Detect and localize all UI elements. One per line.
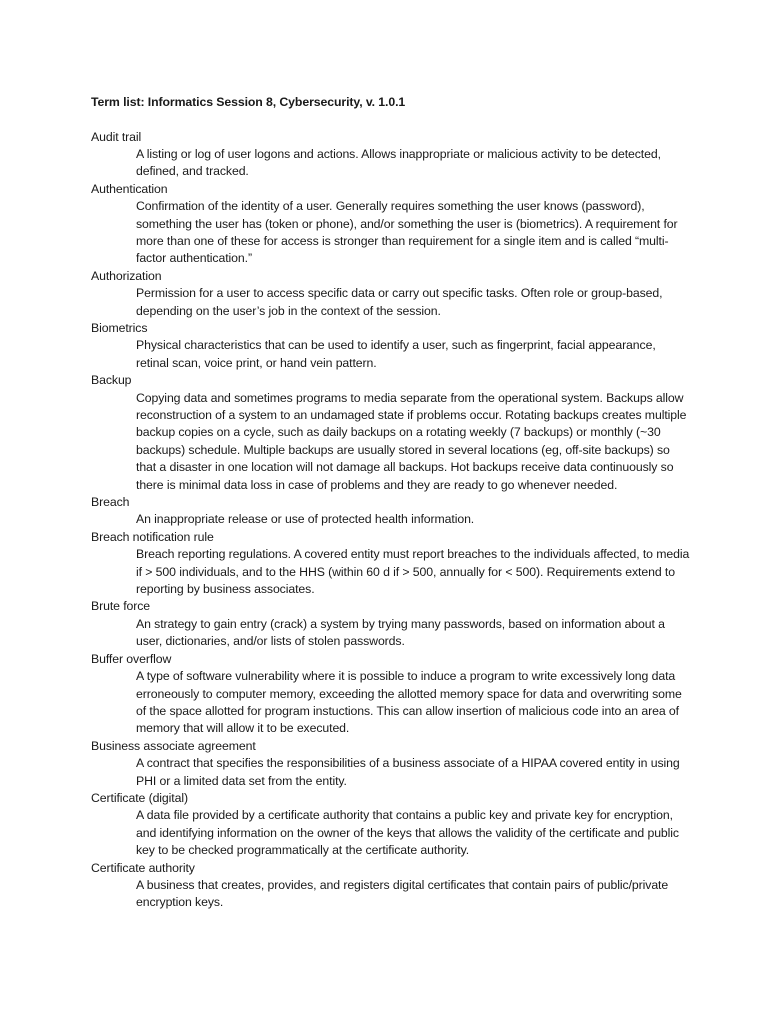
- term-definition: A listing or log of user logons and actions. Allows inappropriate or malicious activity to be detected, defined, and tracked.: [136, 146, 661, 179]
- term-name: Brute force: [91, 599, 151, 614]
- term-definition: An strategy to gain entry (crack) a system by trying many passwords, based on information about a user, dictionaries, and/or lists of stolen passwords.: [136, 616, 665, 649]
- term-definition: A business that creates, provides, and registers digital certificates that contain pairs of public/private encryption keys.: [136, 877, 669, 910]
- term-entry: [91, 529, 690, 599]
- term-entry: [91, 651, 690, 738]
- term-name: Breach: [91, 495, 130, 510]
- term-name: Buffer overflow: [91, 651, 172, 666]
- term-definition: A contract that specifies the responsibilities of a business associate of a HIPAA covered entity in using PHI or a limited data set from the entity.: [136, 756, 680, 788]
- term-definition: Breach reporting regulations. A covered entity must report breaches to the individuals affected, to media if > 500 individuals, and to the HHS (within 60 d if > 500, annually for < 500). Requirements extend to reporting by business associates.: [136, 547, 690, 597]
- term-entry: [91, 860, 690, 912]
- term-definition: Physical characteristics that can be used to identify a user, such as fingerprint, facial appearance, retinal scan, voice print, or hand vein pattern.: [136, 338, 656, 370]
- term-definition: Confirmation of the identity of a user. Generally requires something the user knows (password), something the user has (token or phone), and/or something the user is (biometrics). A requirement for more than one of these for access is stronger than requirement for a single item and is called “multi-factor authentication.”: [136, 199, 678, 266]
- term-name: Breach notification rule: [91, 529, 214, 544]
- term-name: Authorization: [91, 268, 162, 283]
- term-entry: [91, 790, 690, 860]
- term-name: Business associate agreement: [91, 738, 256, 753]
- document-title: Term list: Informatics Session 8, Cybersecurity, v. 1.0.1: [91, 95, 406, 109]
- term-entry: [91, 598, 690, 650]
- term-entry: [91, 181, 690, 268]
- term-definition: Permission for a user to access specific data or carry out specific tasks. Often role or group-based, depending on the user’s job in the context of the session.: [136, 286, 663, 318]
- term-name: Certificate authority: [91, 860, 195, 875]
- term-definition: Copying data and sometimes programs to media separate from the operational system. Backups allow reconstruction of a system to an undamaged state if problems occur. Rotating backups creates multiple backup copies on a cycle, such as daily backups on a rotating weekly (7 backups) or monthly (~30 backups) schedule. Multiple backups are usually stored in several locations (eg, off-site backups) so that a disaster in one location will not damage all backups. Hot backups receive data continuously so there is minimal data loss in case of problems and they are ready to go whenever needed.: [136, 390, 687, 492]
- term-entry: [91, 129, 690, 181]
- term-entry: [91, 738, 690, 790]
- term-definition: An inappropriate release or use of protected health information.: [136, 512, 475, 527]
- term-name: Authentication: [91, 181, 168, 196]
- term-name: Audit trail: [91, 129, 142, 144]
- term-name: Biometrics: [91, 320, 148, 335]
- term-entry: [91, 494, 690, 529]
- term-entry: [91, 268, 690, 320]
- term-definition: A data file provided by a certificate authority that contains a public key and private key for encryption, and identifying information on the owner of the keys that allows the validity of the certificate and public key to be checked programmatically at the certificate authority.: [136, 808, 679, 858]
- term-entry: [91, 320, 690, 372]
- term-definition: A type of software vulnerability where it is possible to induce a program to write excessively long data erroneously to computer memory, exceeding the allotted memory space for data and overwriting some of the space allotted for program instuctions. This can allow insertion of malicious code into an area of memory that will allow it to be executed.: [136, 669, 682, 736]
- term-name: Backup: [91, 373, 132, 388]
- term-entry: [91, 372, 690, 494]
- term-list: [91, 129, 690, 912]
- term-name: Certificate (digital): [91, 790, 188, 805]
